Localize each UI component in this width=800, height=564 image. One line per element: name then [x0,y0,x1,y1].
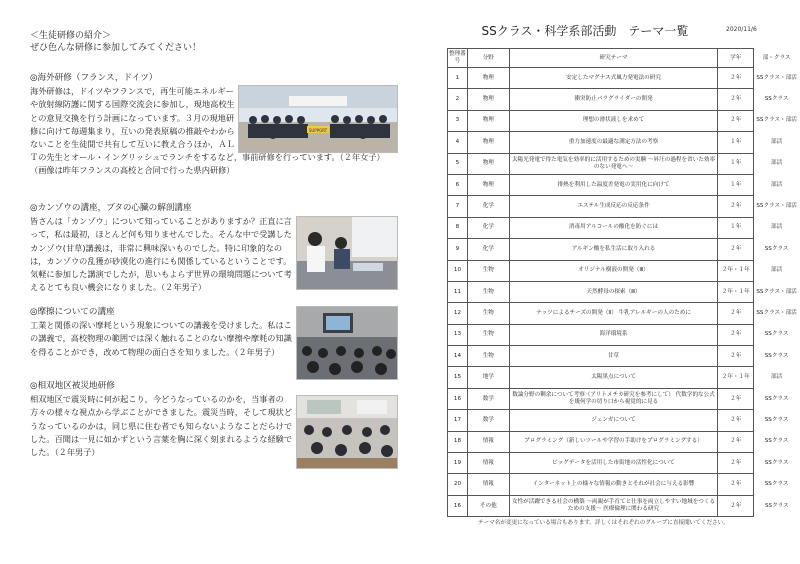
cell-club: 部活 [770,181,783,188]
section-line: Ｔの先生とオール・イングリッシュでランチをするなど，事前研修を行っています。（２年女子） [30,152,385,163]
cell-theme: オリジナル樹液の開発（Ⅲ） [509,260,718,281]
cell-subject: 化学 [467,217,509,238]
section-line: えるとても良い機会になりました。（２年男子） [30,282,207,293]
cell-grade: ２年 [718,68,754,89]
cell-subject: 生物 [467,281,509,302]
cell-subject: 生物 [467,346,509,367]
cell-subject: 物理 [467,110,509,131]
cell-theme: ビッグデータを活用した市街地の活性化について [509,453,718,474]
cell-no: 20 [448,474,468,495]
themes-title: SSクラス・科学系部活動 テーマ一覧 [481,24,689,38]
cell-subject: 物理 [467,153,509,174]
table-row [448,453,800,474]
table-row [448,410,800,431]
cell-subject: 物理 [467,174,509,195]
themes-table [447,48,800,517]
cell-no: 16 [448,388,468,409]
header-club: 部・クラス [762,54,791,61]
cell-grade: ２年 [718,388,754,409]
cell-theme: ジェンガについて [509,410,718,431]
cell-club: SSクラス [764,481,789,488]
cell-grade: ２年 [718,324,754,345]
table-row [448,303,800,324]
classroom-photo [296,395,398,469]
table-row [448,153,800,174]
cell-no: 5 [448,153,468,174]
section-heading: ◎摩擦についての講座 [30,307,115,317]
cell-no: 13 [448,324,468,345]
section-line: を得ることができ，改めて物理の面白さを知りました。（２年男子） [30,346,280,357]
cell-no: 8 [448,217,468,238]
cell-subject: 地学 [467,367,509,388]
cell-no: 10 [448,260,468,281]
section-line: うなっているのかは，同じ県に住む者でも知らないようなことだらけで [30,420,293,431]
cell-theme: アルギン酸を私生活に取り入れる [509,239,718,260]
cell-subject: 物理 [467,68,509,89]
section-line: は，カンゾウの乱獲が砂漠化の進行にも関係しているということです。 [30,255,292,266]
cell-no: 9 [448,239,468,260]
cell-no: 2 [448,89,468,110]
cell-theme: 排熱を利用した温度差発電の実用化に向けて [509,174,718,195]
cell-theme: 海洋環境系 [509,324,718,345]
cell-club: 部活 [770,160,783,167]
cell-no: 7 [448,196,468,217]
cell-grade: ２年 [718,431,754,452]
cell-subject: 情報 [467,474,509,495]
table-row [448,196,800,217]
cell-theme: 重力加速度の最適な測定方法の考察 [509,132,718,153]
cell-theme: 安定したマグナス式風力発電法の研究 [509,68,718,89]
cell-club: SSクラス [764,96,789,103]
cell-no: 17 [448,410,468,431]
cell-no: 14 [448,346,468,367]
cell-grade: ２年 [718,453,754,474]
cell-theme: プログラミング（新しいツールや学習の手助けをプログラミングする） [509,431,718,452]
table-row [448,110,800,131]
intro-subtitle: ぜひ色んな研修に参加してみてください！ [30,43,202,53]
section-line: 皆さんは「カンゾウ」について知っていることがありますか？正直に言 [30,216,292,227]
cell-club: SSクラス・部活 [756,117,797,124]
table-row [448,217,800,238]
themes-table-body [448,68,800,517]
table-row [448,260,800,281]
cell-club: SSクラス [764,395,789,402]
cell-theme: 消毒用アルコールの酸化を防ぐには [509,217,718,238]
header-no: 整理番号 [448,49,468,68]
table-row [448,495,800,516]
cell-grade: １年 [718,153,754,174]
cell-subject: 生物 [467,303,509,324]
cell-theme: 太陽光発電で得た電気を効率的に活用するための実験 ～昇圧の過程を省いた効率のない発電へ～ [509,153,718,174]
cell-subject: 数学 [467,388,509,409]
cell-no: 3 [448,110,468,131]
cell-club: SSクラス・部活 [756,309,797,316]
lab-photo [296,216,398,290]
cell-club: SSクラス [764,502,789,509]
section-line: （画像は昨年フランスの高校と合同で行った県内研修） [30,165,235,176]
cell-subject: 生物 [467,260,509,281]
cell-club: SSクラス [764,416,789,423]
cell-club: 部活 [770,138,783,145]
table-row [448,324,800,345]
cell-club: 部活 [770,374,783,381]
section-line: 方々の様々な視点から学ぶことができました。震災当時，そして現状ど [30,407,293,418]
cell-no: 1 [448,68,468,89]
intro-title: ＜生徒研修の紹介＞ [30,31,112,41]
cell-club: SSクラス [764,331,789,338]
cell-subject: 化学 [467,196,509,217]
banner-text: SUPPORT [308,128,328,133]
cell-theme: インターネット上の様々な情報の動きとそれが社会に与える影響 [509,474,718,495]
cell-theme: 理想の滑状液しを求めて [509,110,718,131]
group-photo [238,85,398,153]
section-line: 修に向けて毎週集まり，互いの発表原稿の推敲やわから [30,125,235,136]
cell-subject: その他 [467,495,509,516]
cell-grade: ２年 [718,89,754,110]
cell-club: SSクラス・部活 [756,74,797,81]
cell-theme: 女性が活躍できる社会の構築 ～両親が手育てと仕事を両立しやすい地域をつくるための支援～ 医療倫理に関わる研究 [509,495,718,516]
section-line: カンゾウ(甘草)講義は，非常に興味深いものでした。特に印象的なの [30,242,283,253]
cell-subject: 情報 [467,431,509,452]
cell-grade: ２年 [718,239,754,260]
cell-grade: １年 [718,217,754,238]
table-row [448,367,800,388]
section-line: 海外研修は，ドイツやフランスで，再生可能エネルギー [30,86,234,97]
table-row [448,388,800,409]
cell-subject: 数学 [467,410,509,431]
cell-club: SSクラス [764,459,789,466]
header-grade: 学年 [718,49,754,68]
cell-club: 部活 [770,267,783,274]
cell-grade: ２年 [718,474,754,495]
table-row [448,174,800,195]
cell-subject: 物理 [467,89,509,110]
lecture-photo [296,306,398,380]
header-theme: 研究テーマ [509,49,718,68]
section-line: ないことを生徒間で共有して互いに教え合うほか，ＡＬ [30,139,235,150]
cell-grade: ２年・１年 [718,367,754,388]
cell-no: 19 [448,453,468,474]
table-row [448,239,800,260]
themes-footnote: テーマ名が変更になっている場合もあります。詳しくはそれぞれのグループに直接聞いてください。 [478,520,729,526]
cell-theme: 衝突防止パラグライダーの開発 [509,89,718,110]
table-row [448,431,800,452]
table-row [448,346,800,367]
cell-no: 12 [448,303,468,324]
section-heading: ◎海外研修（フランス，ドイツ） [30,73,158,83]
cell-no: 11 [448,281,468,302]
cell-club: SSクラス [764,352,789,359]
section-line: の講義で，高校物理の範囲では深く触れることのない摩擦や摩耗の知識 [30,333,292,344]
section-line: との意見交換を行う計画になっています。３月の現地研 [30,112,235,123]
section-line: した。百聞は一見に如かずという言葉を胸に深く刻まれるような経験で [30,433,293,444]
cell-subject: 情報 [467,453,509,474]
cell-no: 6 [448,174,468,195]
cell-grade: ２年 [718,196,754,217]
table-header-row [448,49,800,68]
cell-club: SSクラス・部活 [756,203,797,210]
cell-grade: ２年・１年 [718,260,754,281]
section-heading: ◎カンゾウの講座，ブタの心臓の解剖講座 [30,203,192,213]
section-heading: ◎相双地区被災地研修 [30,381,115,391]
section-line: 工業と関係の深い摩耗という現象についての講義を受けました。私はこ [30,320,292,331]
section-line: や放射線防護に関する国際交流会に参加し，現地高校生 [30,99,235,110]
cell-theme: エステル生成反応の反応条件 [509,196,718,217]
cell-grade: ２年 [718,410,754,431]
header-subject: 分野 [467,49,509,68]
themes-date: 2020/11/6 [726,26,757,33]
cell-theme: 甘草 [509,346,718,367]
cell-grade: ２年 [718,495,754,516]
cell-theme: 太陽黒点について [509,367,718,388]
table-row [448,132,800,153]
cell-no: 16 [448,495,468,516]
cell-grade: ２年 [718,110,754,131]
cell-grade: ２年 [718,303,754,324]
cell-no: 4 [448,132,468,153]
cell-theme: ナッツによるチーズの開発（Ⅱ） 牛乳アレルギーの人のために [509,303,718,324]
table-row [448,89,800,110]
cell-grade: ２年・１年 [718,281,754,302]
section-line: 気軽に参加した講演でしたが，思いもよらず世界の環境問題について考 [30,269,292,280]
cell-subject: 物理 [467,132,509,153]
cell-no: 15 [448,367,468,388]
table-row [448,281,800,302]
table-row [448,68,800,89]
cell-club: SSクラス [764,438,789,445]
section-line: 相双地区で震災時に何が起こり，今どうなっているのかを，当事者の [30,394,284,405]
section-line: って，私は最初，ほとんど何も知りませんでした。そんな中で受講した [30,229,292,240]
cell-grade: １年 [718,132,754,153]
cell-subject: 生物 [467,324,509,345]
cell-theme: 数論分野の剰余について考察（アリトメチカ研究を参考にして） 代数学的な公式を幾何学の切り口から視覚的に見る [509,388,718,409]
intro [30,30,410,55]
cell-club: 部活 [770,224,783,231]
cell-grade: ２年 [718,346,754,367]
cell-club: SSクラス・部活 [756,288,797,295]
cell-theme: 天然酵母の探索（Ⅲ） [509,281,718,302]
cell-grade: １年 [718,174,754,195]
cell-subject: 化学 [467,239,509,260]
section-line: した。（２年男子） [30,447,100,458]
table-row [448,474,800,495]
cell-club: SSクラス [764,245,789,252]
cell-no: 18 [448,431,468,452]
